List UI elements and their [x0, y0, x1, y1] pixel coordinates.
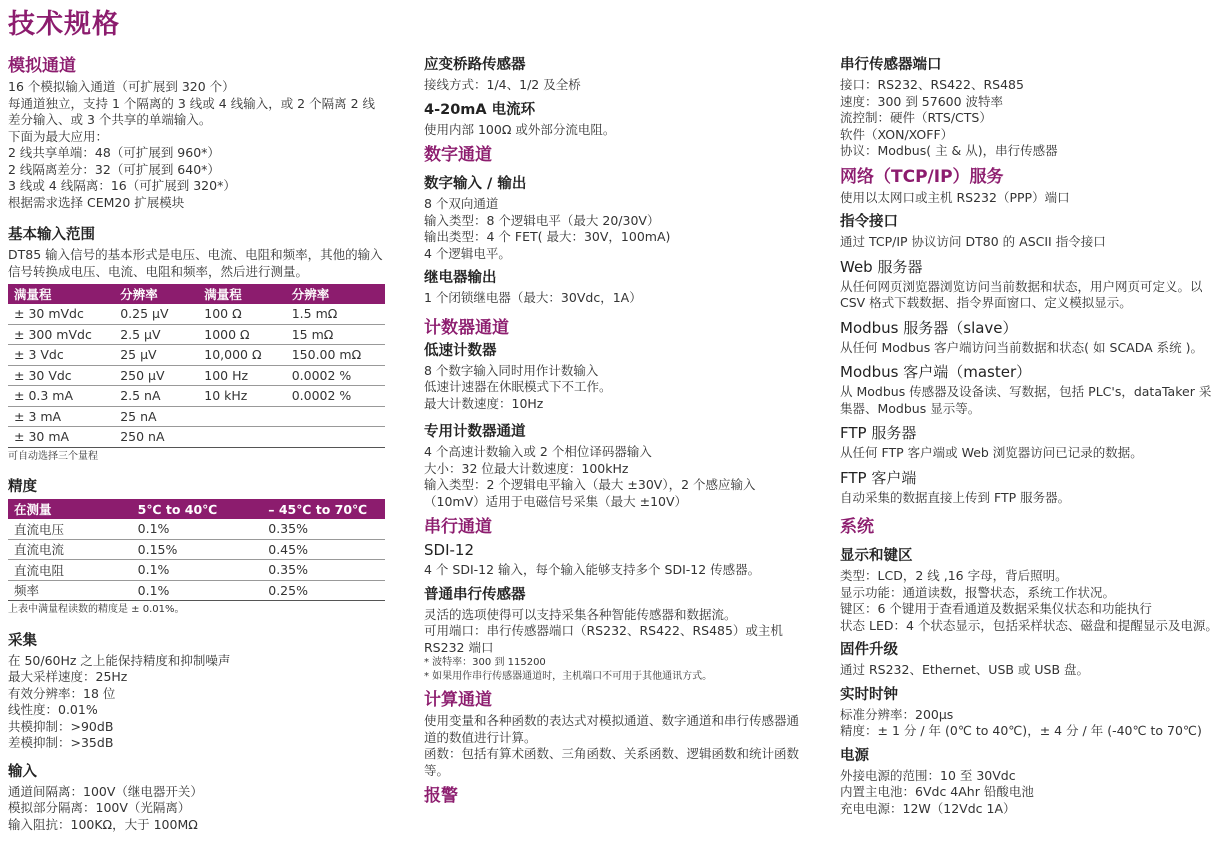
high-speed-counter-text: 4 个高速计数输入或 2 个相位译码器输入 大小：32 位最大计数速度：100kHz 输入类型：2 个逻辑电平输入（最大 ±30V），2 个感应输入（10mV）适用于电磁信号采集（最大 ±10V） [424, 444, 756, 509]
table-cell: 10,000 Ω [198, 345, 285, 366]
web-server-text: 从任何网页浏览器浏览访问当前数据和状态，用户网页可定义。以 CSV 格式下载数据、指令界面窗口、定义模拟显示。 [840, 278, 1203, 310]
page-title: 技术规格 [8, 9, 120, 40]
table-cell: 0.0002 % [286, 386, 385, 407]
table-cell: 150.00 mΩ [286, 345, 385, 366]
input-range-table [8, 284, 385, 448]
table-cell: 0.35% [262, 560, 385, 581]
relay-output-title: 继电器输出 [424, 270, 497, 286]
table-row [8, 580, 385, 601]
web-server-title: Web 服务器 [840, 257, 923, 276]
table-cell: 0.25% [262, 580, 385, 601]
table-cell: ± 30 mA [8, 427, 114, 448]
basic-input-range-text: DT85 输入信号的基本形式是电压、电流、电阻和频率，其他的输入信号转换成电压、电流、电阻和频率，然后进行测量。 [8, 247, 383, 279]
alarm-title: 报警 [424, 786, 458, 806]
table-cell: 0.15% [132, 539, 263, 560]
table-cell: 15 mΩ [286, 324, 385, 345]
table-cell [286, 427, 385, 448]
input-title: 输入 [8, 763, 37, 780]
analog-channels-text: 16 个模拟输入通道（可扩展到 320 个） 每通道独立，支持 1 个隔离的 3 线或 4 线输入，或 2 个隔离 2 线差分输入、或 3 个共享的单端输入。 下面为最大应用： 2 线共享单端：48（可扩展到 960*） 2 线隔离差分：32（可扩展到 640*） 3 线或 4 线隔离：16（可扩展到 320*） 根据需求选择 CEM20 扩展模块 [8, 79, 375, 210]
high-speed-counter-title: 专用计数器通道 [424, 424, 526, 440]
table-row [8, 427, 385, 448]
table-cell: 10 kHz [198, 386, 285, 407]
column-1 [8, 55, 386, 833]
table-cell: 1000 Ω [198, 324, 285, 345]
sampling-text: 在 50/60Hz 之上能保持精度和抑制噪声 最大采样速度：25Hz 有效分辨率：18 位 线性度：0.01% 共模抑制：>90dB 差模抑制：>35dB [8, 652, 231, 750]
power-text: 外接电源的范围：10 至 30Vdc 内置主电池：6Vdc 4Ahr 铅酸电池 充电电源：12W（12Vdc 1A） [840, 767, 1034, 816]
sdi12-text: 4 个 SDI-12 输入，每个输入能够支持多个 SDI-12 传感器。 [424, 562, 761, 577]
analog-channels-title: 模拟通道 [8, 56, 76, 76]
ftp-client-title: FTP 客户端 [840, 468, 917, 487]
display-keypad-title: 显示和键区 [840, 548, 913, 564]
table-cell [198, 406, 285, 427]
table-row [8, 386, 385, 407]
table-header-cell: 分辨率 [114, 284, 198, 304]
table-row [8, 539, 385, 560]
table-cell: 0.35% [262, 519, 385, 539]
table-cell: 2.5 µV [114, 324, 198, 345]
table-row [8, 406, 385, 427]
serial-sensor-port-text: 接口：RS232、RS422、RS485 速度：300 到 57600 波特率 流控制：硬件（RTS/CTS） 软件（XON/XOFF） 协议：Modbus( 主 & 从)，串行传感器 [840, 77, 1058, 158]
table-cell: 直流电阻 [8, 560, 132, 581]
table-cell: 0.45% [262, 539, 385, 560]
sampling-title: 采集 [8, 632, 37, 649]
network-services-title: 网络（TCP/IP）服务 [840, 166, 1004, 187]
counter-channels-title: 计数器通道 [424, 317, 509, 338]
table-cell [198, 427, 285, 448]
table-cell: 0.1% [132, 560, 263, 581]
table-header-cell: 5℃ to 40℃ [132, 499, 263, 519]
serial-sensor-port-title: 串行传感器端口 [840, 57, 942, 73]
command-interface-title: 指令接口 [840, 214, 898, 230]
bridge-sensor-title: 应变桥路传感器 [424, 57, 526, 73]
table-cell: ± 3 Vdc [8, 345, 114, 366]
table-cell: 100 Ω [198, 304, 285, 324]
power-title: 电源 [840, 747, 869, 764]
low-speed-counter-title: 低速计数器 [424, 342, 497, 359]
generic-serial-text: 灵活的选项使得可以支持采集各种智能传感器和数据流。 可用端口：串行传感器端口（RS232、RS422、RS485）或主机 RS232 端口 [424, 606, 783, 655]
modbus-server-text: 从任何 Modbus 客户端访问当前数据和状态( 如 SCADA 系统 )。 [840, 339, 1204, 355]
command-interface-text: 通过 TCP/IP 协议访问 DT80 的 ASCII 指令接口 [840, 234, 1106, 249]
table-header-cell: 分辨率 [286, 284, 385, 304]
digital-io-title: 数字输入 / 输出 [424, 176, 527, 192]
digital-channels-title: 数字通道 [424, 145, 492, 165]
table-row [8, 345, 385, 366]
table-cell: 25 µV [114, 345, 198, 366]
table-row [8, 304, 385, 324]
generic-serial-note: * 波特率：300 到 115200 * 如果用作串行传感器通道时，主机端口不可用于其他通讯方式。 [424, 657, 713, 682]
table-row [8, 519, 385, 539]
accuracy-title: 精度 [8, 479, 37, 495]
accuracy-table [8, 499, 385, 601]
table-cell: 直流电压 [8, 519, 132, 539]
table-row [8, 365, 385, 386]
modbus-client-text: 从 Modbus 传感器及设备读、写数据，包括 PLC's，dataTaker 采集器、Modbus 显示等。 [840, 384, 1212, 416]
table-cell: ± 0.3 mA [8, 386, 114, 407]
table-cell: 0.0002 % [286, 365, 385, 386]
system-title: 系统 [840, 517, 874, 537]
ftp-server-text: 从任何 FTP 客户端或 Web 浏览器访问已记录的数据。 [840, 445, 1143, 460]
accuracy-note: 上表中满量程读数的精度是 ± 0.01%。 [8, 604, 185, 615]
table-header-cell: 在测量 [8, 499, 132, 519]
range-note: 可自动选择三个量程 [8, 450, 98, 462]
ftp-server-title: FTP 服务器 [840, 424, 917, 442]
table-cell: ± 3 mA [8, 406, 114, 427]
table-cell: 100 Hz [198, 365, 285, 386]
modbus-client-title: Modbus 客户端（master） [840, 363, 1032, 381]
table-cell: 1.5 mΩ [286, 304, 385, 324]
table-cell: ± 30 Vdc [8, 365, 114, 386]
display-keypad-text: 类型：LCD，2 线 ,16 字母，背后照明。 显示功能：通道读数，报警状态，系统工作状况。 键区：6 个键用于查看通道及数据采集仪状态和功能执行 状态 LED：4 个状态显示，包括采样状态、磁盘和提醒显示及电源。 [840, 568, 1218, 633]
table-row [8, 560, 385, 581]
input-text: 通道间隔离：100V（继电器开关） 模拟部分隔离：100V（光隔离） 输入阻抗：100KΩ，大于 100MΩ [8, 783, 203, 832]
firmware-upgrade-text: 通过 RS232、Ethernet、USB 或 USB 盘。 [840, 662, 1090, 677]
table-cell: 0.1% [132, 519, 263, 539]
table-cell: 直流电流 [8, 539, 132, 560]
firmware-upgrade-title: 固件升级 [840, 642, 898, 658]
real-time-clock-text: 标准分辨率：200µs 精度：± 1 分 / 年 (0℃ to 40℃)，± 4 分 / 年 (-40℃ to 70℃) [840, 706, 1202, 738]
current-loop-text: 使用内部 100Ω 或外部分流电阻。 [424, 121, 616, 137]
column-3 [840, 55, 1218, 817]
table-cell: 250 nA [114, 427, 198, 448]
current-loop-title: 4-20mA 电流环 [424, 101, 536, 118]
table-cell: 2.5 nA [114, 386, 198, 407]
table-cell: 250 µV [114, 365, 198, 386]
table-cell: 频率 [8, 580, 132, 601]
low-speed-counter-text: 8 个数字输入同时用作计数输入 低速计速器在休眠模式下不工作。 最大计数速度：10Hz [424, 362, 612, 411]
relay-output-text: 1 个闭锁继电器（最大：30Vdc，1A） [424, 290, 642, 305]
calc-channels-title: 计算通道 [424, 690, 492, 710]
table-header-cell: 满量程 [198, 284, 285, 304]
table-cell: 0.25 µV [114, 304, 198, 324]
modbus-server-title: Modbus 服务器（slave） [840, 318, 1018, 337]
real-time-clock-title: 实时时钟 [840, 686, 898, 703]
sdi12-title: SDI-12 [424, 541, 474, 559]
serial-channels-title: 串行通道 [424, 517, 492, 537]
network-services-text: 使用以太网口或主机 RS232（PPP）端口 [840, 189, 1070, 205]
table-cell [286, 406, 385, 427]
table-row [8, 324, 385, 345]
column-2 [424, 55, 804, 809]
bridge-sensor-text: 接线方式：1/4、1/2 及全桥 [424, 77, 581, 92]
basic-input-range-title: 基本输入范围 [8, 227, 95, 243]
table-cell: ± 300 mVdc [8, 324, 114, 345]
digital-io-text: 8 个双向通道 输入类型：8 个逻辑电平（最大 20/30V） 输出类型：4 个 FET( 最大：30V，100mA) 4 个逻辑电平。 [424, 196, 671, 261]
ftp-client-text: 自动采集的数据直接上传到 FTP 服务器。 [840, 489, 1071, 505]
table-cell: 0.1% [132, 580, 263, 601]
table-header-cell: 满量程 [8, 284, 114, 304]
table-cell: ± 30 mVdc [8, 304, 114, 324]
generic-serial-title: 普通串行传感器 [424, 586, 526, 603]
table-header-cell: – 45℃ to 70℃ [262, 499, 385, 519]
calc-channels-text: 使用变量和各种函数的表达式对模拟通道、数字通道和串行传感器通道的数值进行计算。 函数：包括有算术函数、三角函数、关系函数、逻辑函数和统计函数等。 [424, 713, 800, 778]
table-cell: 25 nA [114, 406, 198, 427]
